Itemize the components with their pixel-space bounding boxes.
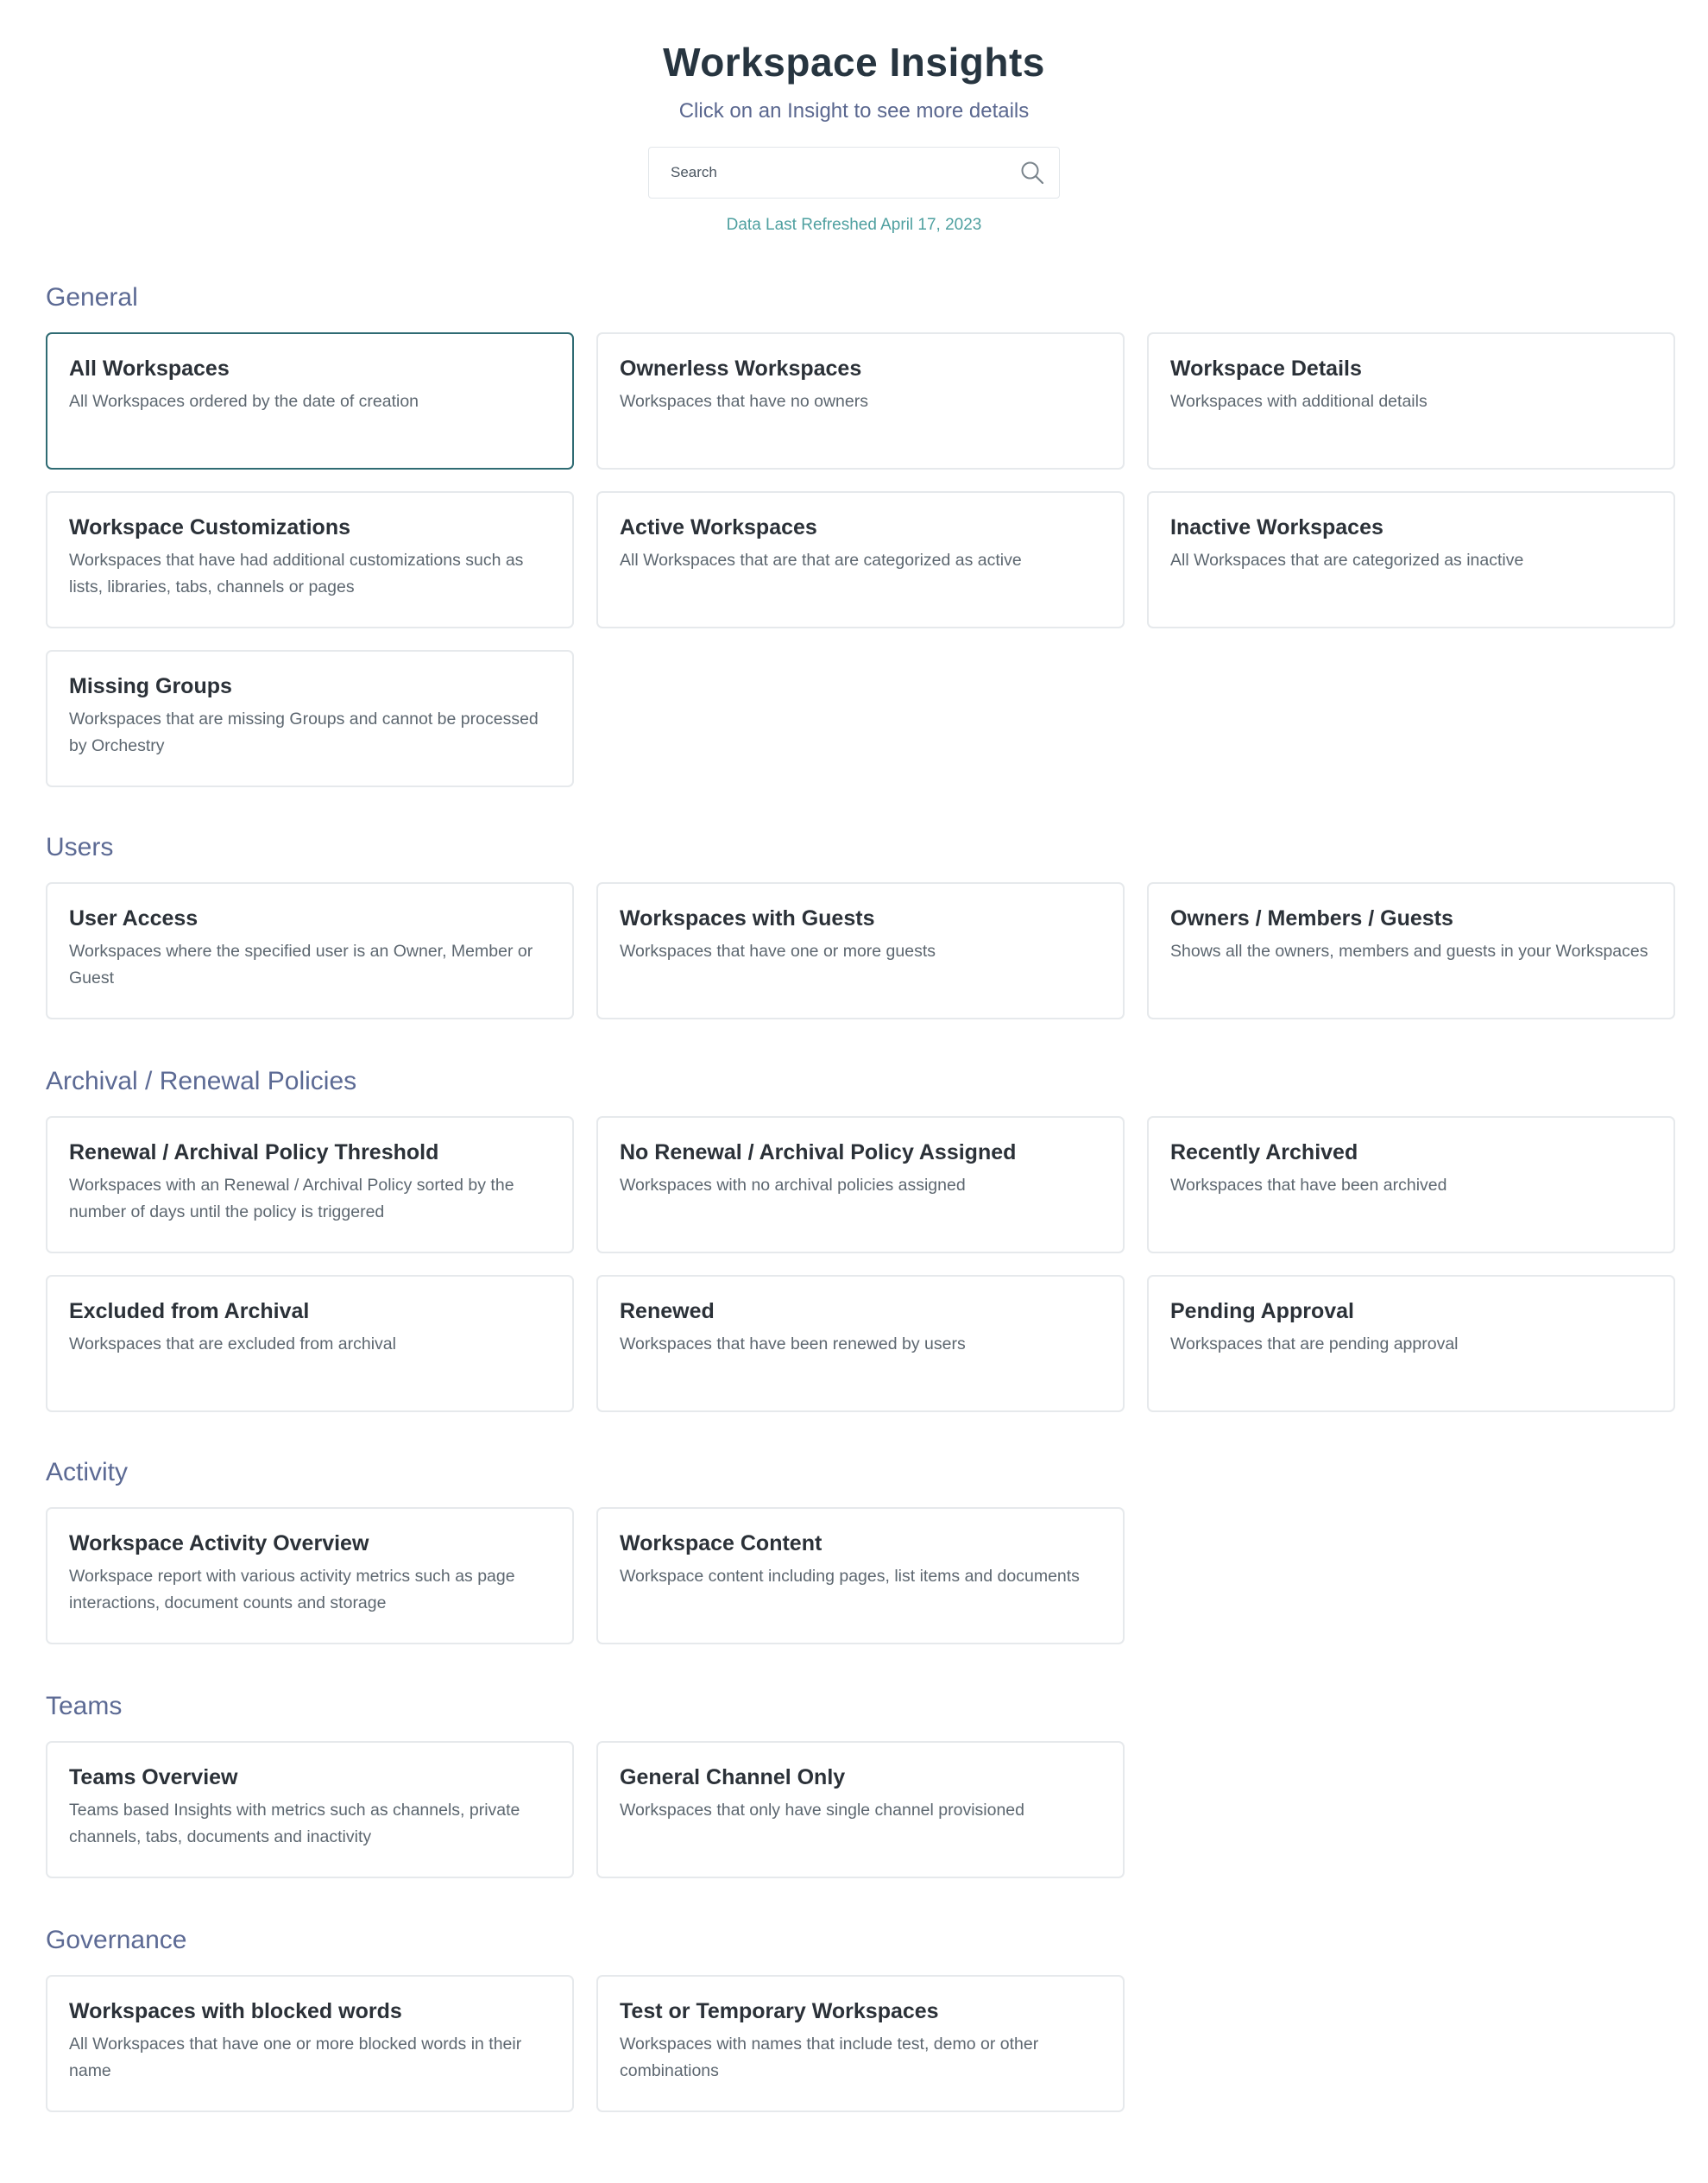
insight-card[interactable] xyxy=(1147,882,1675,1019)
insight-card-title: Teams Overview xyxy=(69,1765,238,1789)
insight-card-title: Workspaces with blocked words xyxy=(69,1999,402,2023)
page-title: Workspace Insights xyxy=(663,40,1045,85)
section-governance xyxy=(46,1923,1675,2112)
insight-card-description: Teams based Insights with metrics such as channels, private channels, tabs, documents and inactivity xyxy=(69,1801,520,1846)
insight-card[interactable] xyxy=(596,1275,1125,1412)
insight-card-description: Workspaces with no archival policies assigned xyxy=(620,1176,966,1195)
insight-card-title: All Workspaces xyxy=(69,356,230,381)
insight-card[interactable] xyxy=(596,332,1125,470)
insight-card-description: Workspaces that only have single channel provisioned xyxy=(620,1801,1024,1820)
insight-card-title: Active Workspaces xyxy=(620,515,817,539)
insight-card-description: Workspace report with various activity metrics such as page interactions, document counts and storage xyxy=(69,1567,515,1612)
search-box xyxy=(648,147,1060,199)
insight-card-title: Recently Archived xyxy=(1170,1140,1358,1164)
insight-card[interactable] xyxy=(46,491,574,628)
insight-card-title: General Channel Only xyxy=(620,1765,846,1789)
insight-card-grid xyxy=(46,1507,1675,1644)
insight-card[interactable] xyxy=(46,1741,574,1878)
section-activity xyxy=(46,1455,1675,1644)
section-teams xyxy=(46,1689,1675,1878)
insight-card-title: Renewed xyxy=(620,1299,715,1323)
insight-card-description: All Workspaces that have one or more blocked words in their name xyxy=(69,2035,522,2080)
insight-card-grid xyxy=(46,882,1675,1019)
insight-card[interactable] xyxy=(1147,1275,1675,1412)
insight-card-description: All Workspaces that are categorized as inactive xyxy=(1170,551,1524,570)
insight-card[interactable] xyxy=(596,1116,1125,1253)
insight-card-grid xyxy=(46,1975,1675,2112)
page-header xyxy=(0,0,1708,236)
insight-card-title: Owners / Members / Guests xyxy=(1170,906,1453,931)
section-title: Teams xyxy=(46,1692,123,1720)
insight-card[interactable] xyxy=(1147,491,1675,628)
insight-card-description: Workspaces that have one or more guests xyxy=(620,942,936,961)
insight-card-title: Missing Groups xyxy=(69,674,232,698)
insight-card-description: Workspaces that have no owners xyxy=(620,392,868,411)
insight-card-description: Workspaces with an Renewal / Archival Policy sorted by the number of days until the policy is triggered xyxy=(69,1176,514,1221)
insight-card-title: Workspace Details xyxy=(1170,356,1362,381)
section-title: Activity xyxy=(46,1458,129,1486)
section-title: General xyxy=(46,283,138,312)
insight-card-description: Shows all the owners, members and guests in your Workspaces xyxy=(1170,942,1648,961)
insight-card-description: Workspaces with additional details xyxy=(1170,392,1428,411)
search-input[interactable] xyxy=(649,147,1018,199)
insight-card-title: No Renewal / Archival Policy Assigned xyxy=(620,1140,1017,1164)
insight-card-description: Workspace content including pages, list items and documents xyxy=(620,1567,1080,1586)
insight-card[interactable] xyxy=(46,1275,574,1412)
insight-card[interactable] xyxy=(596,1975,1125,2112)
insight-card-title: Workspace Customizations xyxy=(69,515,351,539)
section-title: Archival / Renewal Policies xyxy=(46,1067,357,1095)
insight-card[interactable] xyxy=(46,1507,574,1644)
insight-card-description: Workspaces that are missing Groups and cannot be processed by Orchestry xyxy=(69,710,539,755)
insight-card-title: Workspace Activity Overview xyxy=(69,1531,369,1555)
section-title: Governance xyxy=(46,1926,187,1954)
insight-card-description: Workspaces that have been renewed by users xyxy=(620,1334,966,1353)
insight-card[interactable] xyxy=(596,491,1125,628)
insight-card-description: Workspaces where the specified user is an Owner, Member or Guest xyxy=(69,942,533,987)
insight-card-title: Workspace Content xyxy=(620,1531,822,1555)
insight-card[interactable] xyxy=(596,1507,1125,1644)
section-archival-renewal-policies xyxy=(46,1064,1675,1412)
section-title: Users xyxy=(46,833,114,861)
insight-card-grid xyxy=(46,1116,1675,1412)
insight-card[interactable] xyxy=(46,1116,574,1253)
insight-card[interactable] xyxy=(46,1975,574,2112)
insight-card-description: Workspaces that are pending approval xyxy=(1170,1334,1459,1353)
insight-card-title: Workspaces with Guests xyxy=(620,906,875,931)
insight-card-description: All Workspaces ordered by the date of creation xyxy=(69,392,419,411)
section-general xyxy=(46,281,1675,787)
insight-card-title: Test or Temporary Workspaces xyxy=(620,1999,939,2023)
insight-card-description: Workspaces that have been archived xyxy=(1170,1176,1447,1195)
insight-card-title: Inactive Workspaces xyxy=(1170,515,1383,539)
insight-card[interactable] xyxy=(596,882,1125,1019)
insight-card-grid xyxy=(46,332,1675,787)
insight-card[interactable] xyxy=(596,1741,1125,1878)
insight-card-grid xyxy=(46,1741,1675,1878)
insight-card[interactable] xyxy=(46,650,574,787)
insight-card-description: All Workspaces that are that are categorized as active xyxy=(620,551,1022,570)
page-subtitle: Click on an Insight to see more details xyxy=(678,99,1030,123)
insight-card-title: Pending Approval xyxy=(1170,1299,1354,1323)
insight-card-title: User Access xyxy=(69,906,199,931)
data-refreshed-text: Data Last Refreshed April 17, 2023 xyxy=(726,216,982,234)
insight-card[interactable] xyxy=(1147,332,1675,470)
insight-card[interactable] xyxy=(46,332,574,470)
insight-card-description: Workspaces that have had additional customizations such as lists, libraries, tabs, channels or pages xyxy=(69,551,524,596)
section-users xyxy=(46,830,1675,1019)
insight-card[interactable] xyxy=(1147,1116,1675,1253)
insight-card-description: Workspaces with names that include test, demo or other combinations xyxy=(620,2035,1039,2080)
insight-card[interactable] xyxy=(46,882,574,1019)
insight-card-description: Workspaces that are excluded from archival xyxy=(69,1334,396,1353)
insight-card-title: Ownerless Workspaces xyxy=(620,356,862,381)
insight-card-title: Renewal / Archival Policy Threshold xyxy=(69,1140,439,1164)
search-icon[interactable] xyxy=(1018,158,1047,187)
insight-card-title: Excluded from Archival xyxy=(69,1299,310,1323)
